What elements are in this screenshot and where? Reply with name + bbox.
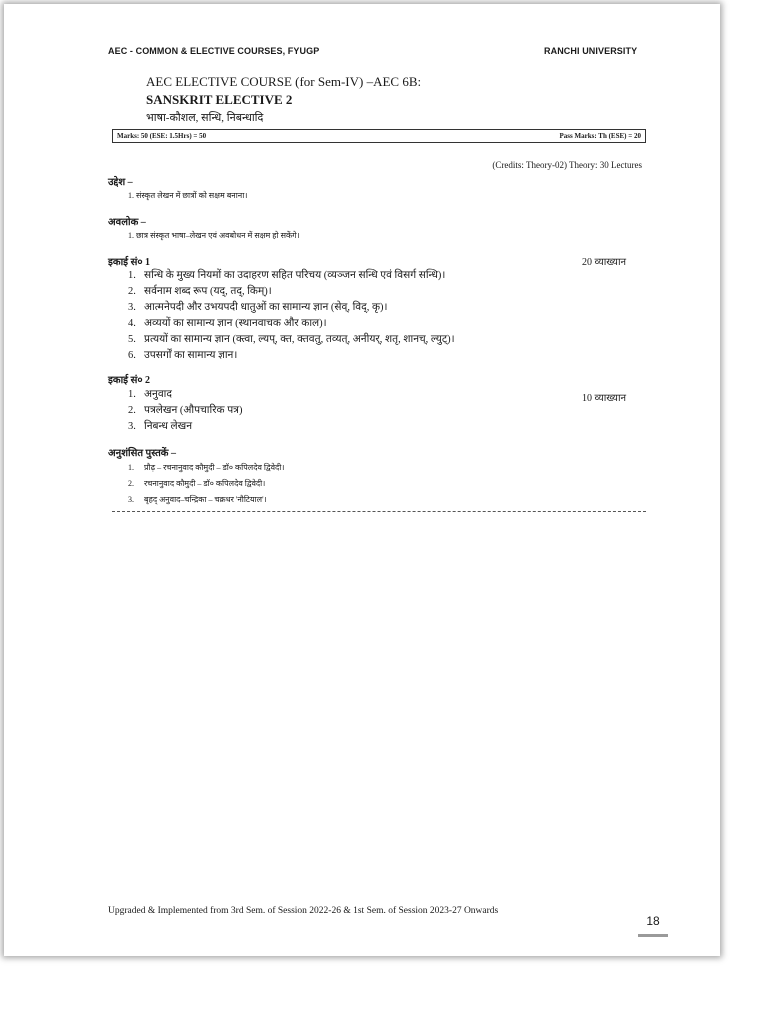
outcome-item: 1. छात्र संस्कृत भाषा–लेखन एवं अवबोधन में सक्षम हो सकेंगे। [128, 231, 300, 240]
footer-note: Upgraded & Implemented from 3rd Sem. of Session 2022-26 & 1st Sem. of Session 2023-27 Onwards [108, 906, 499, 916]
header-right: RANCHI UNIVERSITY [544, 46, 638, 56]
list-item: 2. सर्वनाम शब्द रूप (यद्, तद्, किम्)। [128, 286, 272, 297]
unit2-lectures: 10 व्याख्यान [582, 393, 627, 404]
unit1-heading: इकाई सं० 1 [108, 257, 151, 268]
list-item: 2. रचनानुवाद कौमुदी – डॉ० कपिलदेव द्विवेदी। [128, 479, 266, 488]
dashed-divider [112, 511, 646, 512]
list-item: 4. अव्ययों का सामान्य ज्ञान (स्थानवाचक और काल)। [128, 318, 327, 329]
page-number-underline [638, 934, 668, 937]
list-item: 3. बृहद् अनुवाद–चन्द्रिका – चक्रधर 'नौटियाल'। [128, 495, 267, 504]
list-item: 1. अनुवाद [128, 389, 172, 400]
list-item: 3. आत्मनेपदी और उभयपदी धातुओं का सामान्य ज्ञान (सेव्, विद्, कृ)। [128, 302, 388, 313]
list-item: 1. सन्धि के मुख्य नियमों का उदाहरण सहित परिचय (व्यञ्जन सन्धि एवं विसर्ग सन्धि)। [128, 270, 446, 281]
credits-line: (Credits: Theory-02) Theory: 30 Lectures [492, 160, 642, 170]
marks-left: Marks: 50 (ESE: 1.5Hrs) = 50 [117, 132, 207, 140]
marks-box [112, 129, 646, 143]
objective-heading: उद्देश – [108, 177, 133, 188]
list-item: 3. निबन्ध लेखन [128, 421, 193, 432]
outcome-heading: अवलोक – [108, 217, 146, 228]
unit1-list [128, 268, 455, 364]
books-list [128, 460, 284, 508]
unit2-heading: इकाई सं० 2 [108, 375, 151, 386]
course-title-line1: AEC ELECTIVE COURSE (for Sem-IV) –AEC 6B: [146, 74, 422, 89]
page-number: 18 [646, 914, 660, 928]
course-title-line2: SANSKRIT ELECTIVE 2 [146, 92, 293, 107]
list-item: 1. प्रौढ़ – रचनानुवाद कौमुदी – डॉ० कपिलदेव द्विवेदी। [128, 463, 285, 472]
unit2-list [128, 387, 242, 435]
books-heading: अनुशंसित पुस्तकें – [108, 448, 176, 459]
course-subtitle: भाषा-कौशल, सन्धि, निबन्धादि [146, 112, 264, 124]
header-left: AEC - COMMON & ELECTIVE COURSES, FYUGP [108, 46, 320, 56]
list-item: 6. उपसर्गों का सामान्य ज्ञान। [128, 350, 238, 361]
marks-right: Pass Marks: Th (ESE) = 20 [559, 132, 641, 140]
list-item: 5. प्रत्ययों का सामान्य ज्ञान (क्त्वा, ल्यप्, क्त, क्तवतु, तव्यत्, अनीयर्, शतृ, शानच्, ल्युट्)। [128, 334, 455, 345]
unit1-lectures: 20 व्याख्यान [582, 257, 627, 268]
list-item: 2. पत्रलेखन (औपचारिक पत्र) [128, 405, 243, 416]
document-page [4, 4, 720, 956]
objective-item: 1. संस्कृत लेखन में छात्रों को सक्षम बनाना। [128, 191, 248, 200]
